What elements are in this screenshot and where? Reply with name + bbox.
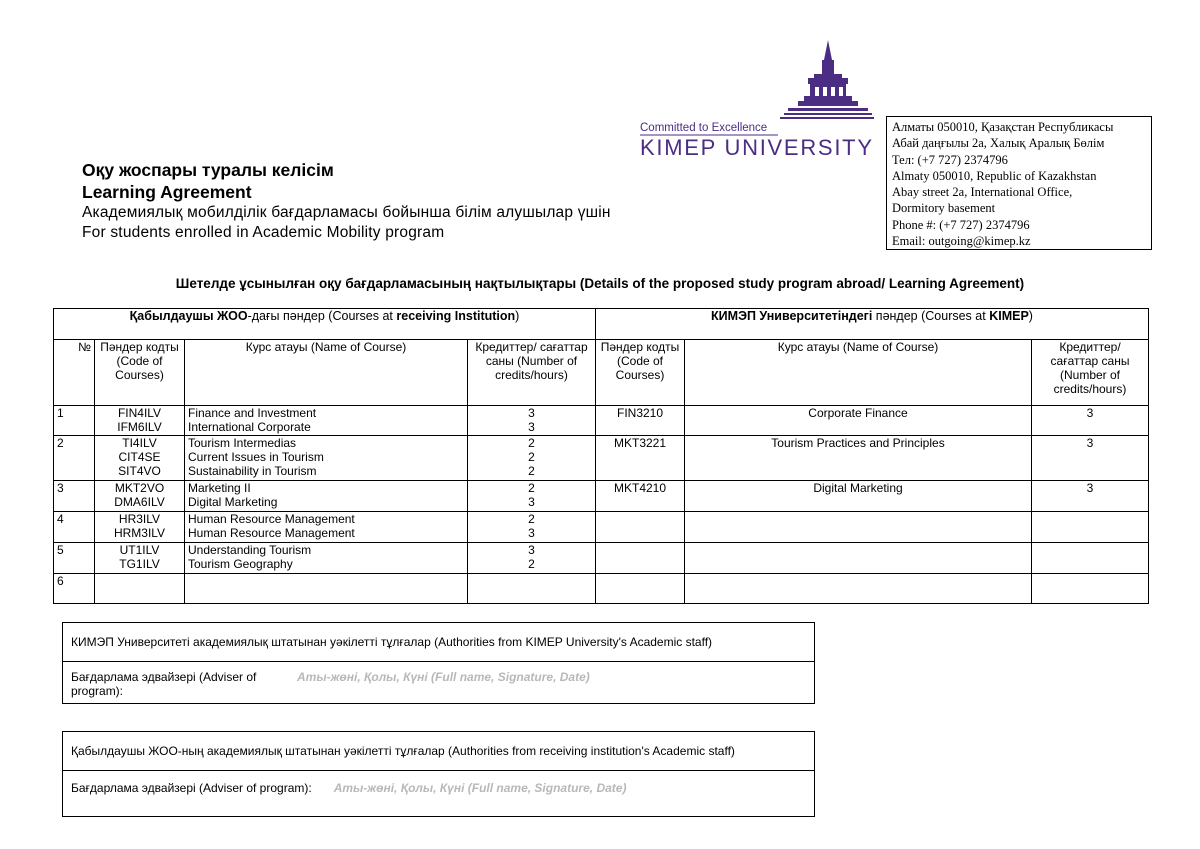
title-en: Learning Agreement (82, 182, 252, 202)
course-names (185, 481, 468, 512)
cell-line: Tourism Geography (188, 557, 293, 571)
kimep-course-credits: 3 (1032, 481, 1149, 512)
address-line: Email: outgoing@kimep.kz (892, 234, 1031, 249)
kimep-course-credits: 3 (1032, 436, 1149, 481)
cell-line: CIT4SE (118, 450, 161, 464)
cell-line: 2 (528, 450, 535, 464)
cell-line: HRM3ILV (113, 526, 166, 540)
course-credits (468, 543, 596, 574)
course-names (185, 406, 468, 436)
course-credits (468, 512, 596, 543)
address-line: Phone #: (+7 727) 2374796 (892, 217, 1030, 232)
cell-line: IFM6ILV (117, 420, 162, 434)
course-credits (468, 436, 596, 481)
col-header-code: Пәндер кодты (Code of Courses) (95, 340, 185, 406)
cell-line: 2 (528, 557, 535, 571)
kimep-course-code: MKT4210 (596, 481, 685, 512)
cell-line: Current Issues in Tourism (188, 450, 324, 464)
cell-line: Finance and Investment (188, 406, 317, 420)
kimep-course-name: Corporate Finance (685, 406, 1032, 436)
course-credits (468, 406, 596, 436)
kimep-header: КИМЭП Университетіндегі пәндер (Courses at KIMEP) (596, 309, 1149, 340)
receiving-adviser-label: Бағдарлама эдвайзері (Adviser of program): (71, 781, 312, 795)
kimep-logo (638, 38, 874, 160)
cell-line: 2 (528, 481, 535, 495)
kimep-course-credits (1032, 574, 1149, 604)
address-line: Алматы 050010, Қазақстан Республикасы (892, 120, 1114, 134)
kimep-course-credits (1032, 543, 1149, 574)
cell-line: Digital Marketing (188, 495, 278, 509)
cell-line: 2 (528, 512, 535, 526)
section-title: Шетелде ұсынылған оқу бағдарламасының нақтылықтары (Details of the proposed study program abroad/ Learning Agreement) (175, 276, 1025, 291)
table-row (54, 512, 1149, 543)
kimep-course-code: FIN3210 (596, 406, 685, 436)
kimep-authorities-box (62, 622, 815, 704)
cell-line: 2 (528, 436, 535, 450)
col-header-kimep-name: Курс атауы (Name of Course) (685, 340, 1032, 406)
course-codes (95, 512, 185, 543)
address-line: Almaty 050010, Republic of Kazakhstan (892, 168, 1097, 183)
col-header-name: Курс атауы (Name of Course) (185, 340, 468, 406)
col-header-kimep-code: Пәндер кодты (Code of Courses) (596, 340, 685, 406)
course-names (185, 543, 468, 574)
kimep-course-code: MKT3221 (596, 436, 685, 481)
receiving-institution-header: Қабылдаушы ЖОО-дағы пәндер (Courses at receiving Institution) (54, 309, 596, 340)
document-title-block (82, 160, 611, 243)
row-number: 6 (54, 574, 95, 604)
col-header-kimep-credits: Кредиттер/ сағаттар саны (Number of credits/hours) (1032, 340, 1149, 406)
cell-line: Human Resource Management (188, 512, 355, 526)
course-codes (95, 481, 185, 512)
cell-line: SIT4VO (118, 464, 161, 478)
cell-line: Marketing II (188, 481, 251, 495)
row-number: 5 (54, 543, 95, 574)
course-credits (468, 574, 596, 604)
cell-line: Sustainability in Tourism (188, 464, 317, 478)
course-credits (468, 481, 596, 512)
cell-line: 3 (528, 526, 535, 540)
cell-line: International Corporate (188, 420, 311, 434)
course-names (185, 574, 468, 604)
logo-name: KIMEP UNIVERSITY (640, 135, 872, 160)
cell-line: 3 (528, 420, 535, 434)
address-line: Abay street 2a, International Office, (892, 185, 1073, 200)
table-row (54, 481, 1149, 512)
kimep-adviser-label: Бағдарлама эдвайзері (Adviser of program): (71, 670, 257, 698)
cell-line: Tourism Intermedias (188, 436, 297, 450)
cell-line: FIN4ILV (117, 406, 162, 420)
row-number: 2 (54, 436, 95, 481)
col-header-credits: Кредиттер/ сағаттар саны (Number of credits/hours) (468, 340, 596, 406)
address-line: Тел: (+7 727) 2374796 (892, 152, 1008, 167)
cell-line: Understanding Tourism (188, 543, 312, 557)
address-box (886, 116, 1152, 250)
logo-tagline: Committed to Excellence (640, 122, 768, 134)
address-line: Абай даңғылы 2а, Халық Аралық Бөлім (892, 136, 1105, 151)
cell-line: 3 (528, 543, 535, 557)
cell-line: 3 (528, 495, 535, 509)
kimep-course-name (685, 574, 1032, 604)
subtitle-en: For students enrolled in Academic Mobility program (82, 224, 445, 241)
kimep-course-credits: 3 (1032, 406, 1149, 436)
course-codes (95, 406, 185, 436)
cell-line: TI4ILV (122, 436, 157, 450)
title-kz: Оқу жоспары туралы келісім (82, 160, 334, 180)
receiving-authorities-box (62, 731, 815, 817)
cell-line: TG1ILV (119, 557, 160, 571)
kimep-course-code (596, 574, 685, 604)
table-row (54, 543, 1149, 574)
course-names (185, 512, 468, 543)
table-row (54, 574, 1149, 604)
course-names (185, 436, 468, 481)
table-row (54, 436, 1149, 481)
cell-line: MKT2VO (114, 481, 165, 495)
table-row (54, 406, 1149, 436)
receiving-authorities-title: Қабылдаушы ЖОО-ның академиялық штатынан уәкілетті тұлғалар (Authorities from receiving institution's Academic staff) (63, 732, 814, 771)
row-number: 1 (54, 406, 95, 436)
subtitle-kz: Академиялық мобилділік бағдарламасы бойынша білім алушылар үшін (82, 204, 611, 221)
col-header-number: № (54, 340, 95, 406)
cell-line: UT1ILV (119, 543, 160, 557)
cell-line: DMA6ILV (114, 495, 165, 509)
course-codes (95, 543, 185, 574)
kimep-authorities-title: КИМЭП Университеті академиялық штатынан уәкілетті тұлғалар (Authorities from KIMEP University's Academic staff) (63, 623, 814, 662)
address-line: Dormitory basement (892, 201, 996, 216)
receiving-signature-field[interactable]: Аты-жөні, Қолы, Күні (Full name, Signature, Date) (333, 781, 627, 795)
cell-line: 3 (528, 406, 535, 420)
course-codes (95, 436, 185, 481)
kimep-course-credits (1032, 512, 1149, 543)
row-number: 4 (54, 512, 95, 543)
cell-line: HR3ILV (118, 512, 161, 526)
kimep-course-name: Digital Marketing (685, 481, 1032, 512)
row-number: 3 (54, 481, 95, 512)
kimep-course-code (596, 543, 685, 574)
cell-line: Human Resource Management (188, 526, 355, 540)
kimep-signature-field[interactable]: Аты-жөні, Қолы, Күні (Full name, Signature, Date) (297, 670, 590, 684)
kimep-course-name: Tourism Practices and Principles (685, 436, 1032, 481)
course-codes (95, 574, 185, 604)
cell-line: 2 (528, 464, 535, 478)
kimep-course-code (596, 512, 685, 543)
kimep-course-name (685, 543, 1032, 574)
courses-table (53, 308, 1149, 604)
kimep-course-name (685, 512, 1032, 543)
